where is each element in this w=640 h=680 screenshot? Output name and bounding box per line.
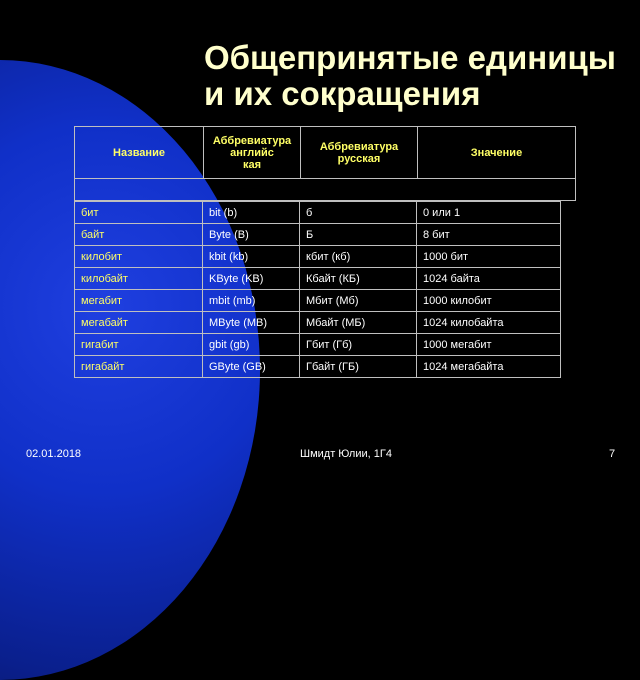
table-row <box>75 290 561 312</box>
header-ru-label: Аббревиатура русская <box>319 140 399 165</box>
slide-title <box>204 40 616 112</box>
header-cell-ru <box>301 127 418 179</box>
cell-value: 1000 мегабит <box>417 334 561 356</box>
header-cell-value <box>418 127 575 179</box>
cell-value: 1024 байта <box>417 268 561 290</box>
cell-name: байт <box>75 224 203 246</box>
cell-name: гигабайт <box>75 356 203 378</box>
cell-name: бит <box>75 202 203 224</box>
table-row <box>75 246 561 268</box>
cell-name: килобит <box>75 246 203 268</box>
cell-en: Byte (B) <box>203 224 300 246</box>
cell-en: MByte (MB) <box>203 312 300 334</box>
cell-value: 1024 килобайта <box>417 312 561 334</box>
cell-value: 0 или 1 <box>417 202 561 224</box>
footer-author: Шмидт Юлии, 1Г4 <box>300 448 392 460</box>
cell-en: mbit (mb) <box>203 290 300 312</box>
cell-name: мегабайт <box>75 312 203 334</box>
units-table <box>74 201 561 378</box>
table-row <box>75 334 561 356</box>
cell-ru: кбит (кб) <box>300 246 417 268</box>
cell-name: килобайт <box>75 268 203 290</box>
table-header <box>74 126 576 201</box>
header-value-label: Значение <box>470 146 523 159</box>
cell-en: bit (b) <box>203 202 300 224</box>
cell-name: гигабит <box>75 334 203 356</box>
table-row <box>75 202 561 224</box>
cell-en: KByte (KB) <box>203 268 300 290</box>
header-cell-name <box>75 127 204 179</box>
header-name-label: Название <box>113 146 165 159</box>
footer-date: 02.01.2018 <box>26 448 82 460</box>
cell-en: gbit (gb) <box>203 334 300 356</box>
cell-value: 1000 бит <box>417 246 561 268</box>
cell-ru: Мбит (Мб) <box>300 290 417 312</box>
cell-ru: Гбайт (ГБ) <box>300 356 417 378</box>
table-row <box>75 312 561 334</box>
cell-ru: Б <box>300 224 417 246</box>
title-line-2: и их сокращения <box>204 75 481 112</box>
cell-ru: Мбайт (МБ) <box>300 312 417 334</box>
cell-value: 1024 мегабайта <box>417 356 561 378</box>
table-row <box>75 268 561 290</box>
units-table-body <box>75 202 561 378</box>
cell-name: мегабит <box>75 290 203 312</box>
title-line-1: Общепринятые единицы <box>204 39 616 76</box>
header-en-label: Аббревиатура английс кая <box>212 134 292 171</box>
cell-ru: Гбит (Гб) <box>300 334 417 356</box>
cell-value: 8 бит <box>417 224 561 246</box>
footer-page-number: 7 <box>609 448 616 460</box>
table-row <box>75 224 561 246</box>
cell-value: 1000 килобит <box>417 290 561 312</box>
cell-en: GByte (GB) <box>203 356 300 378</box>
cell-ru: б <box>300 202 417 224</box>
cell-ru: Кбайт (КБ) <box>300 268 417 290</box>
cell-en: kbit (kb) <box>203 246 300 268</box>
header-cell-en <box>204 127 301 179</box>
table-row <box>75 356 561 378</box>
